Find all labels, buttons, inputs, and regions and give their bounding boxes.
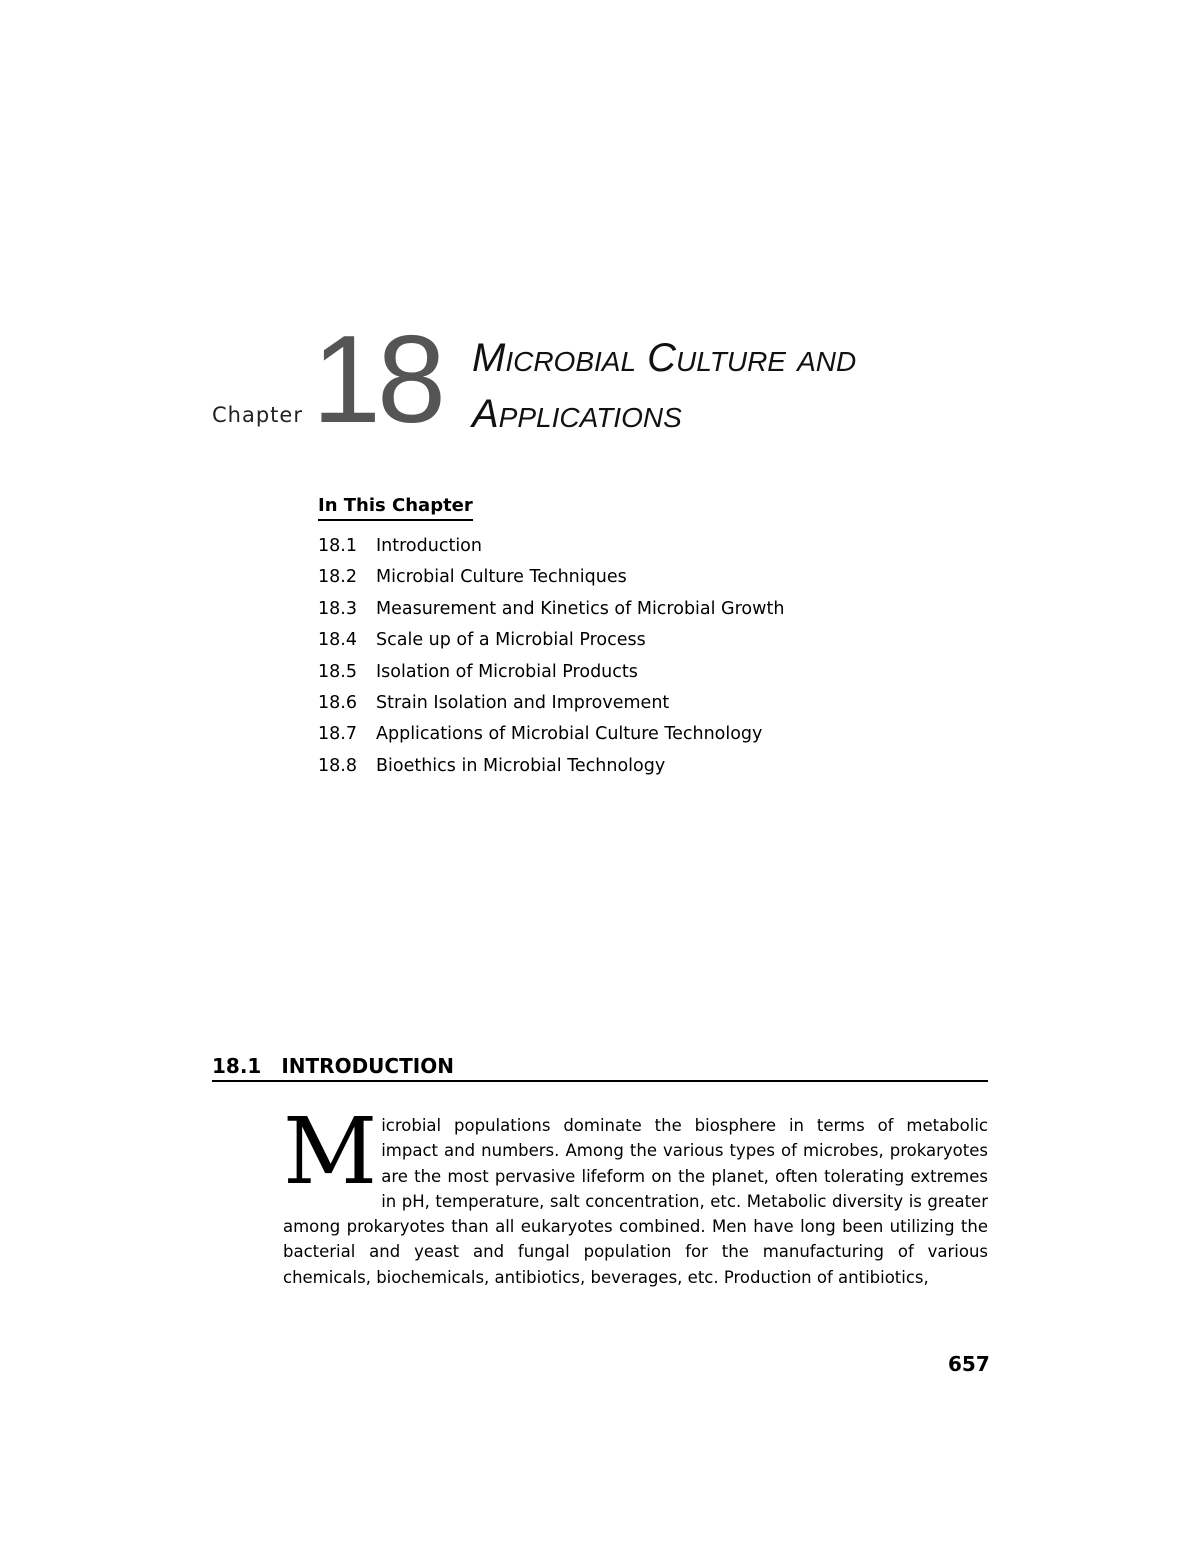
toc-item-number: 18.1 <box>318 536 357 556</box>
section-title: INTRODUCTION <box>281 1054 454 1078</box>
chapter-label: Chapter <box>212 403 303 427</box>
toc-item-number: 18.8 <box>318 755 357 776</box>
dropcap: M <box>283 1098 378 1205</box>
toc-item-title: Applications of Microbial Culture Technology <box>376 724 763 745</box>
toc-item-title: Isolation of Microbial Products <box>376 661 638 682</box>
toc-item <box>318 693 784 724</box>
chapter-title-line-2: Applications <box>472 392 682 436</box>
toc-item-title: Measurement and Kinetics of Microbial Growth <box>376 598 785 619</box>
section-number: 18.1 <box>212 1054 262 1078</box>
toc-item-title: Microbial Culture Techniques <box>376 567 627 588</box>
toc-item <box>318 536 784 567</box>
toc-item-number: 18.6 <box>318 692 357 713</box>
chapter-number: 18 <box>312 311 442 449</box>
toc-item-number: 18.3 <box>318 598 357 619</box>
intro-paragraph <box>283 1098 988 1290</box>
toc-item-number: 18.4 <box>318 630 357 651</box>
chapter-title-line-1: Microbial Culture and <box>472 336 857 380</box>
page-number: 657 <box>948 1352 990 1376</box>
toc-item-title: Introduction <box>376 536 482 556</box>
chapter-title <box>472 330 1032 442</box>
toc-list <box>318 536 784 787</box>
toc-item-title: Bioethics in Microbial Technology <box>376 755 666 776</box>
toc-item-title: Scale up of a Microbial Process <box>376 630 646 651</box>
paragraph-text: icrobial populations dominate the biosphere in terms of metabolic impact and numbers. Among the various types of microbes, prokaryotes are the most pervasive lifeform on the planet, often tolerating extremes in pH, temperature, salt concentration, etc. Metabolic diversity is greater among prokaryotes than all eukaryotes combined. Men have long been utilizing the bacterial and yeast and fungal population for the manufacturing of various chemicals, biochemicals, antibiotics, beverages, etc. Production of antibiotics, <box>283 1116 988 1287</box>
toc-item <box>318 724 784 755</box>
section-heading <box>212 1054 988 1082</box>
toc-item <box>318 599 784 630</box>
toc-item <box>318 662 784 693</box>
toc-item-title: Strain Isolation and Improvement <box>376 692 670 713</box>
toc-heading: In This Chapter <box>318 495 473 521</box>
toc-item <box>318 630 784 661</box>
toc-item-number: 18.2 <box>318 567 357 588</box>
toc-item <box>318 756 784 787</box>
toc-item-number: 18.5 <box>318 661 357 682</box>
toc-item-number: 18.7 <box>318 724 357 745</box>
toc-item <box>318 567 784 598</box>
